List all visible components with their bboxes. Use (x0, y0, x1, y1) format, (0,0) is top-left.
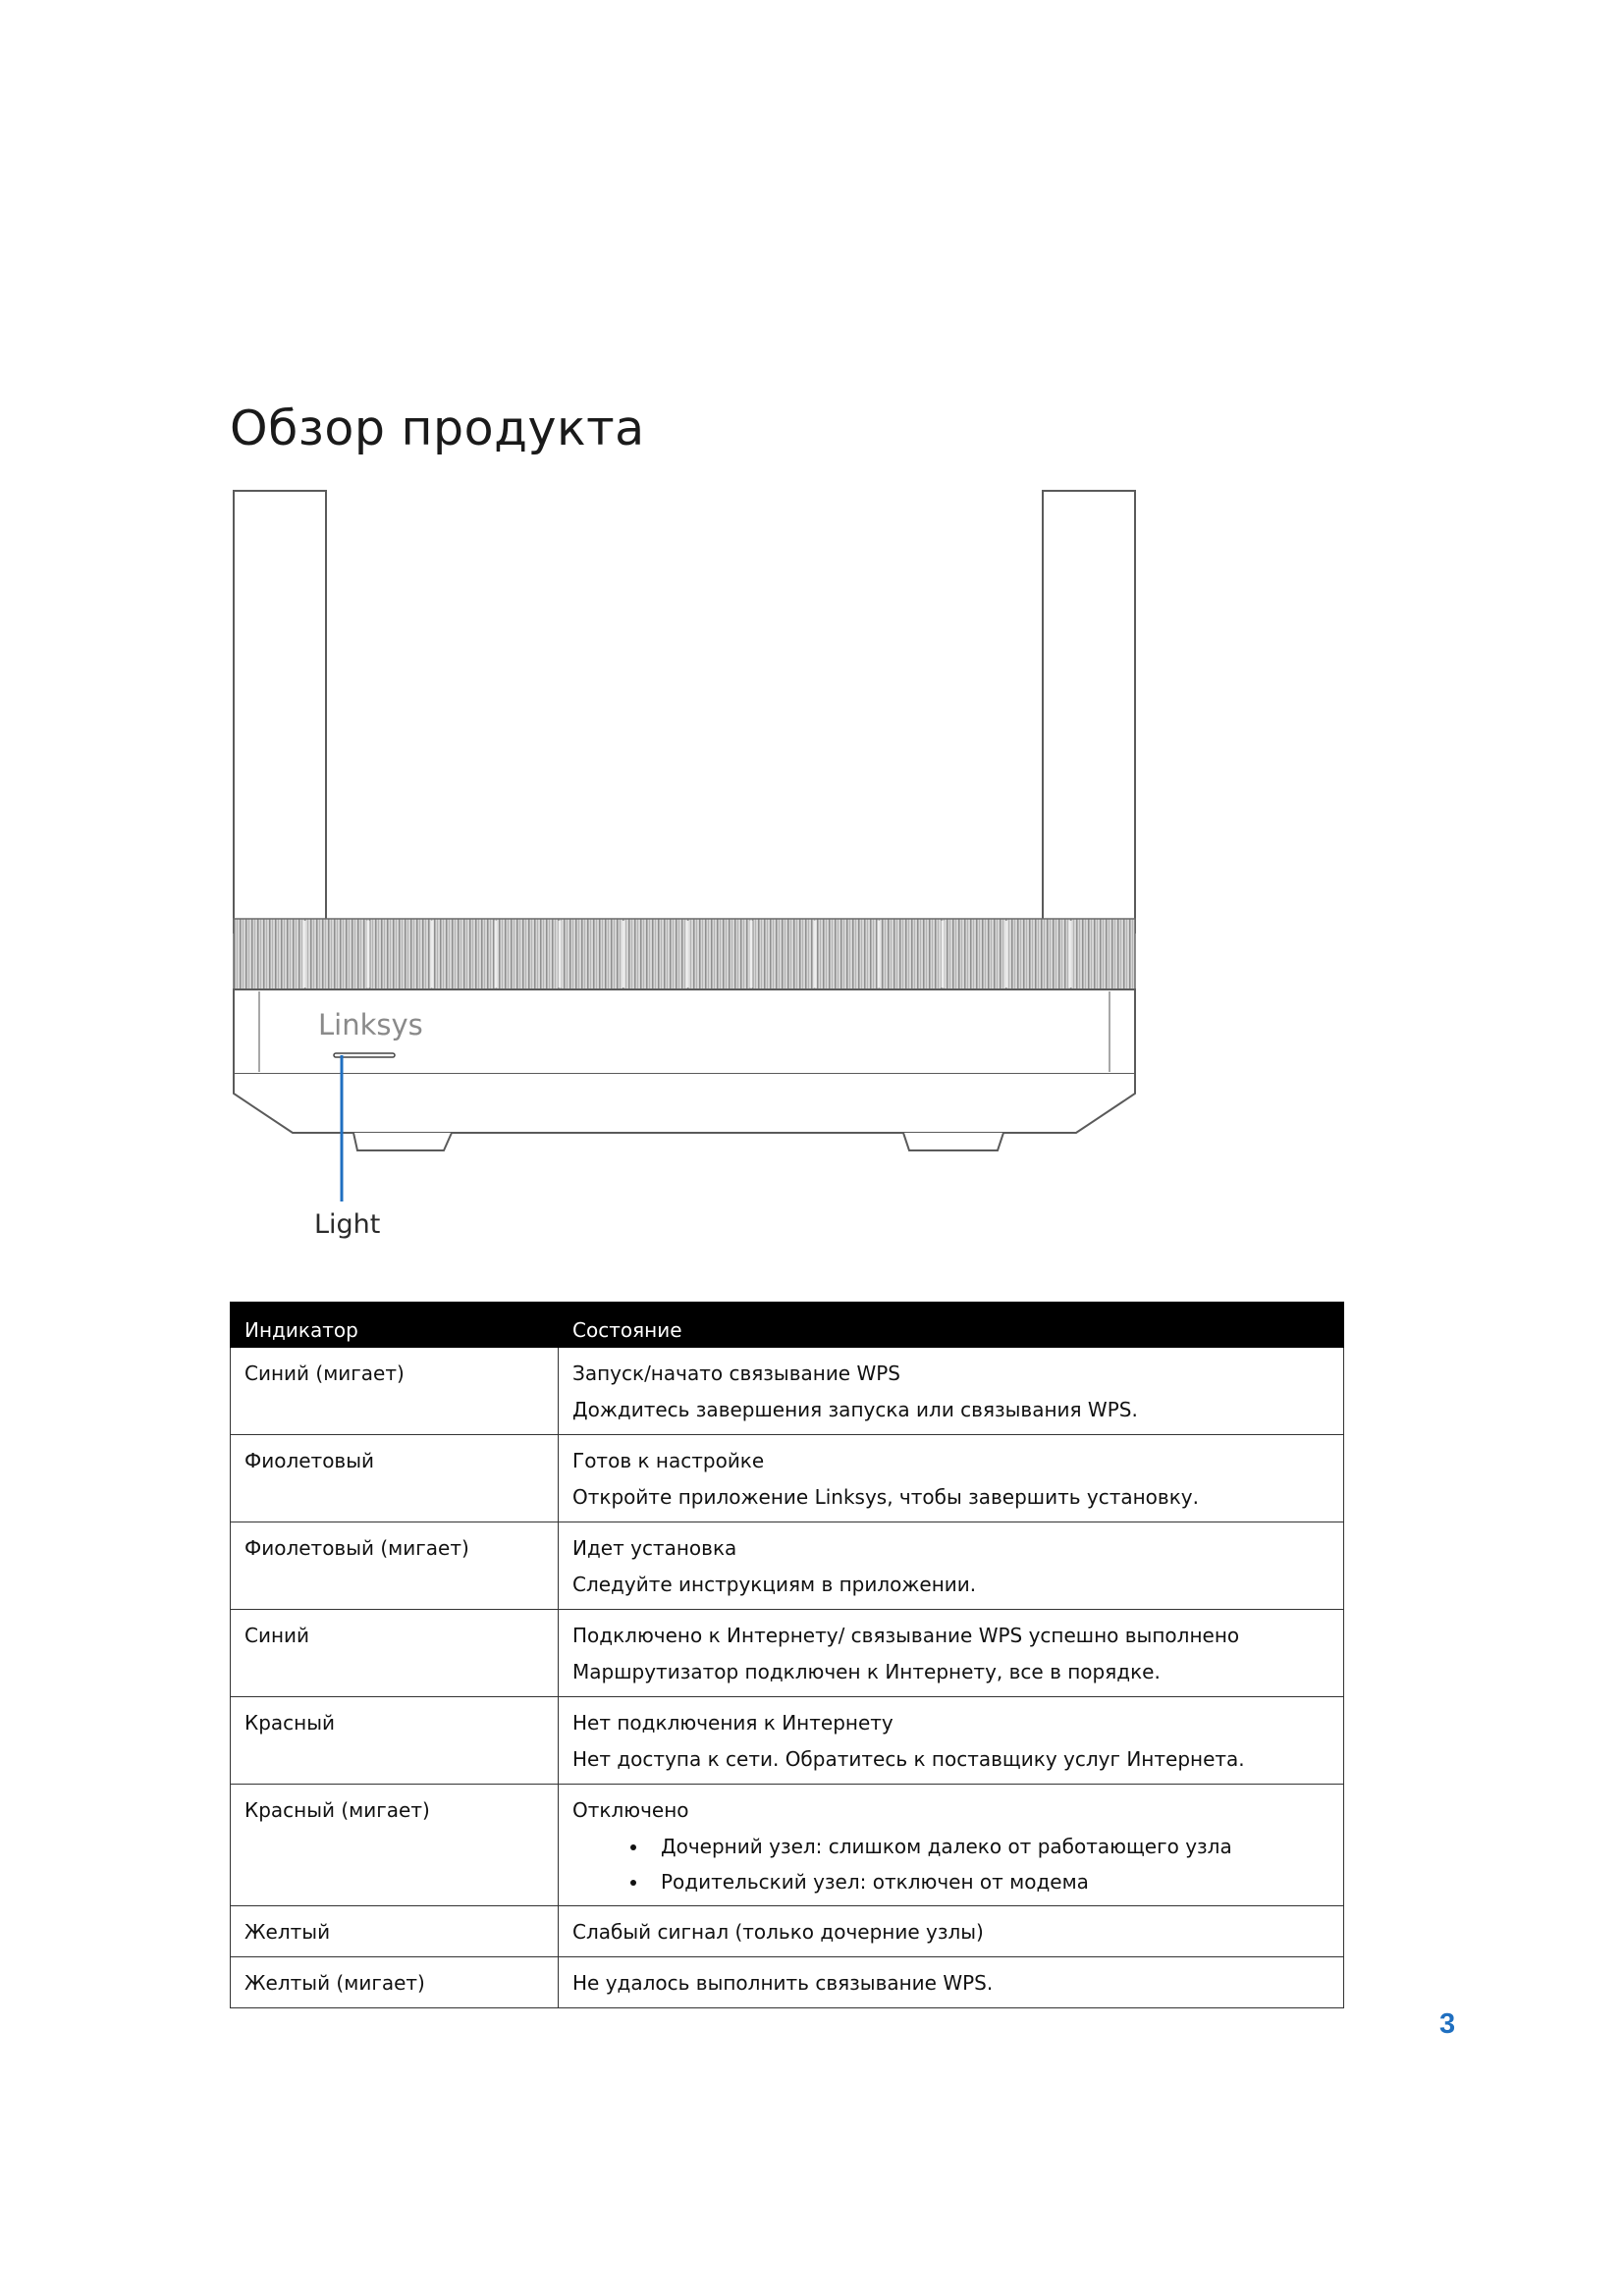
status-detail: Откройте приложение Linksys, чтобы завершить установку. (572, 1485, 1199, 1509)
left-foot (353, 1133, 452, 1150)
status-cell (559, 1610, 1344, 1697)
status-cell (559, 1957, 1344, 2008)
indicator-cell: Синий (мигает) (231, 1348, 559, 1435)
column-header-status: Состояние (559, 1303, 1344, 1348)
status-text: Идет установка (572, 1536, 737, 1560)
table-row (231, 1348, 1344, 1435)
list-item: • Родительский узел: отключен от модема (649, 1864, 1329, 1899)
table-row (231, 1610, 1344, 1697)
table-row (231, 1957, 1344, 2008)
status-text: Отключено (572, 1798, 689, 1822)
indicator-cell: Желтый (мигает) (231, 1957, 559, 2008)
table-row (231, 1785, 1344, 1906)
light-callout-label: Light (314, 1209, 381, 1240)
status-cell (559, 1785, 1344, 1906)
status-text: Готов к настройке (572, 1449, 765, 1472)
status-text: Подключено к Интернету/ связывание WPS успешно выполнено (572, 1624, 1240, 1647)
table-header-row (231, 1303, 1344, 1348)
table-row (231, 1906, 1344, 1957)
status-cell (559, 1435, 1344, 1522)
status-cell (559, 1522, 1344, 1610)
router-illustration (216, 473, 1159, 1258)
indicator-cell: Синий (231, 1610, 559, 1697)
indicator-cell: Желтый (231, 1906, 559, 1957)
page-number: 3 (1439, 2008, 1456, 2040)
led-status-table (230, 1302, 1344, 2008)
table-row (231, 1522, 1344, 1610)
status-text: Нет подключения к Интернету (572, 1711, 893, 1735)
status-detail: Маршрутизатор подключен к Интернету, все в порядке. (572, 1660, 1161, 1683)
status-text: Запуск/начато связывание WPS (572, 1362, 901, 1385)
indicator-cell: Красный (мигает) (231, 1785, 559, 1906)
status-cell (559, 1348, 1344, 1435)
right-antenna (1043, 491, 1135, 933)
status-bullet-list (572, 1829, 1329, 1899)
status-detail: Дождитесь завершения запуска или связывания WPS. (572, 1398, 1138, 1421)
right-foot (903, 1133, 1003, 1150)
page-title: Обзор продукта (230, 400, 645, 456)
indicator-cell: Фиолетовый (мигает) (231, 1522, 559, 1610)
table-row (231, 1697, 1344, 1785)
linksys-logo: Linksys (318, 1008, 423, 1041)
status-cell (559, 1906, 1344, 1957)
left-antenna (234, 491, 326, 933)
table-row (231, 1435, 1344, 1522)
column-header-indicator: Индикатор (231, 1303, 559, 1348)
list-item: • Дочерний узел: слишком далеко от работающего узла (649, 1829, 1329, 1864)
indicator-cell: Фиолетовый (231, 1435, 559, 1522)
status-cell (559, 1697, 1344, 1785)
status-text: Не удалось выполнить связывание WPS. (572, 1971, 994, 1995)
status-detail: Нет доступа к сети. Обратитесь к поставщику услуг Интернета. (572, 1747, 1245, 1771)
router-base (234, 1074, 1135, 1133)
status-detail: Следуйте инструкциям в приложении. (572, 1573, 977, 1596)
indicator-cell: Красный (231, 1697, 559, 1785)
status-text: Слабый сигнал (только дочерние узлы) (572, 1920, 984, 1944)
